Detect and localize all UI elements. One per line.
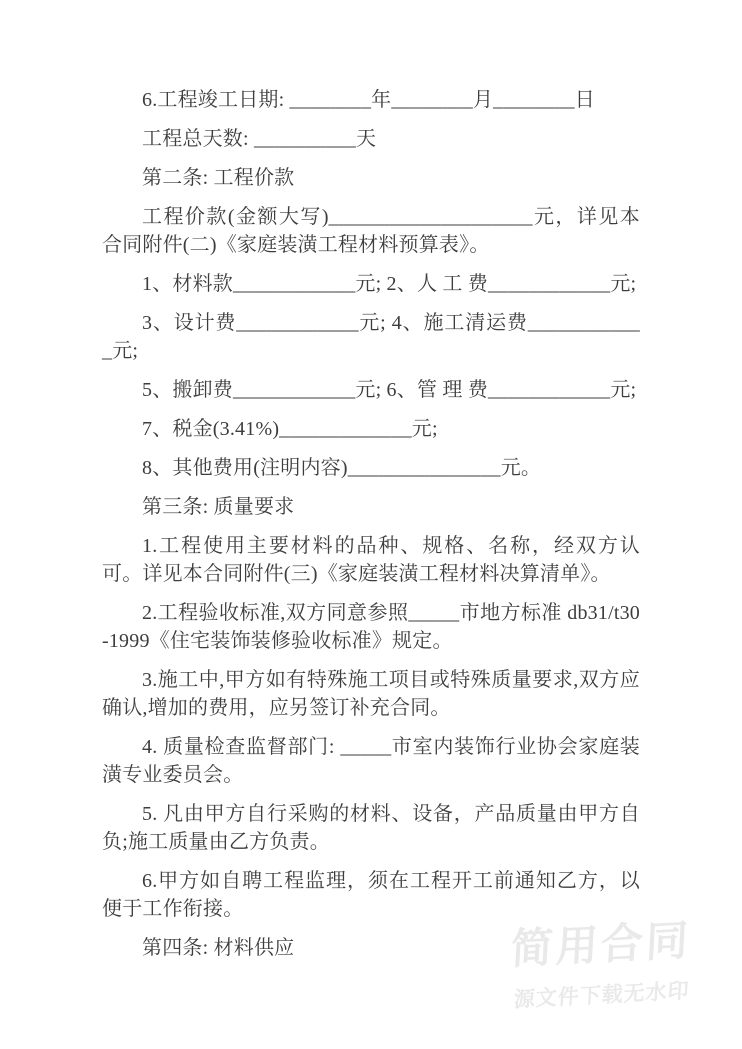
clause-fee-items-5-6: 5、搬卸费____________元; 6、管 理 费____________元; xyxy=(142,379,637,401)
clause-quality-3-special-requirements: 3.施工中,甲方如有特殊施工项目或特殊质量要求,双方应确认,增加的费用，应另签订补充合同。 xyxy=(102,669,640,719)
clause-quality-2-acceptance-standard: 2.工程验收标准,双方同意参照_____市地方标准 db31/t30-1999《住宅装饰装修验收标准》规定。 xyxy=(102,602,640,652)
section-heading-article-3: 第三条: 质量要求 xyxy=(142,496,295,518)
clause-quality-1-materials: 1.工程使用主要材料的品种、规格、名称，经双方认可。详见本合同附件(三)《家庭装潢工程材料决算清单》。 xyxy=(102,535,640,585)
clause-quality-5-self-purchased: 5. 凡由甲方自行采购的材料、设备，产品质量由甲方自负;施工质量由乙方负责。 xyxy=(102,803,640,853)
clause-completion-date: 6.工程竣工日期: ________年________月________日 xyxy=(142,89,595,111)
watermark-tagline-text: 源文件下载无水印 xyxy=(513,979,691,1012)
section-heading-article-2: 第二条: 工程价款 xyxy=(142,167,295,189)
clause-quality-6-supervisor-notice: 6.甲方如自聘工程监理，须在工程开工前通知乙方，以便于工作衔接。 xyxy=(102,870,640,920)
watermark-brand-text: 简用合同 xyxy=(509,916,693,973)
watermark xyxy=(510,907,695,1013)
clause-fee-items-3-4: 3、设计费____________元; 4、施工清运费____________元; xyxy=(102,312,640,362)
section-heading-article-4: 第四条: 材料供应 xyxy=(142,937,295,959)
clause-total-days: 工程总天数: __________天 xyxy=(142,128,377,150)
clause-project-price: 工程价款(金额大写)____________________元，详见本合同附件(二)《家庭装潢工程材料预算表》。 xyxy=(102,206,640,256)
clause-fee-item-8-other: 8、其他费用(注明内容)_______________元。 xyxy=(142,457,542,479)
clause-fee-item-7-tax: 7、税金(3.41%)_____________元; xyxy=(142,418,438,440)
contract-body xyxy=(102,86,640,973)
clause-quality-4-supervision-department: 4. 质量检查监督部门: _____市室内装饰行业协会家庭装潢专业委员会。 xyxy=(102,736,640,786)
clause-fee-items-1-2: 1、材料款____________元; 2、人 工 费____________元; xyxy=(142,273,637,295)
